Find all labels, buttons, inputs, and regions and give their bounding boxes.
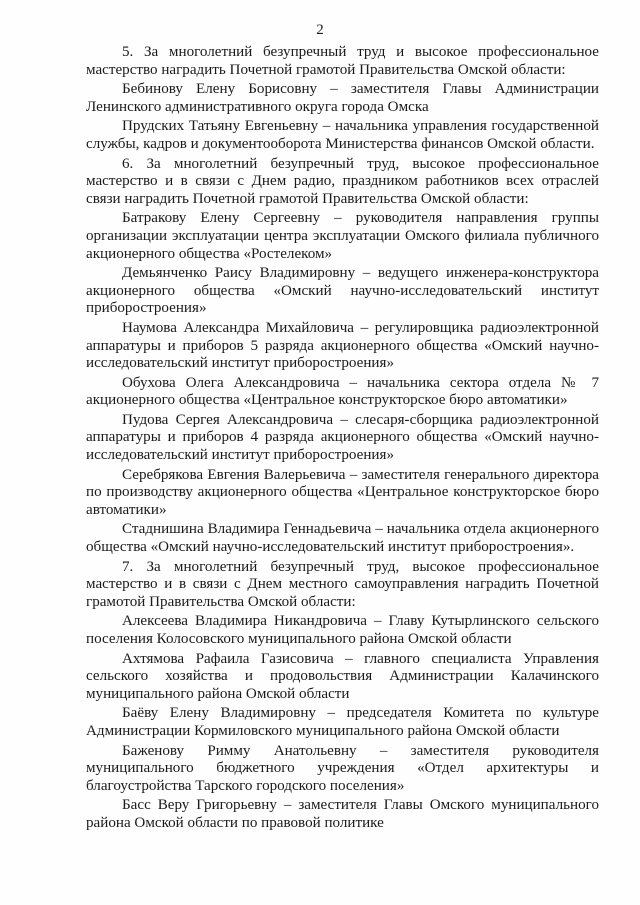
paragraph-award-serebryakov: Серебрякова Евгения Валерьевича – заместителя генерального директора по производству акционерного общества «Центральное конструкторское бюро автоматики» [86, 466, 599, 518]
paragraph-award-bayova: Баёву Елену Владимировну – председателя Комитета по культуре Администрации Кормиловского муниципального района Омской области [86, 705, 599, 739]
paragraph-award-naumov: Наумова Александра Михайловича – регулировщика радиоэлектронной аппаратуры и приборов 5 разряда акционерного общества «Омский научно-исследовательский институт приборостроения» [86, 319, 599, 372]
paragraph-award-prudskikh: Прудских Татьяну Евгеньевну – начальника управления государственной службы, кадров и документооборота Министерства финансов Омской области. [86, 118, 599, 152]
paragraph-award-batrakova: Батракову Елену Сергеевну – руководителя направления группы организации эксплуатации центра эксплуатации Омского филиала публичного акционерного общества «Ростелеком» [86, 210, 599, 262]
paragraph-award-bass: Басс Веру Григорьевну – заместителя Главы Омского муниципального района Омской области по правовой политике [86, 797, 599, 831]
paragraph-award-obukhov: Обухова Олега Александровича – начальника сектора отдела № 7 акционерного общества «Центральное конструкторское бюро автоматики» [86, 374, 599, 409]
paragraph-award-bazhenova: Баженову Римму Анатольевну – заместителя руководителя муниципального бюджетного учреждения «Отдел архитектуры и благоустройства Тарского городского поселения» [86, 742, 599, 794]
paragraph-award-alekseev: Алексеева Владимира Никандровича – Главу Кутырлинского сельского поселения Колосовского муниципального района Омской области [86, 613, 599, 647]
paragraph-section-6: 6. За многолетний безупречный труд, высокое профессиональное мастерство и в связи с Днем радио, праздником работников всех отраслей связи наградить Почетной грамотой Правительства Омской области: [86, 155, 599, 207]
paragraph-award-akhtyamov: Ахтямова Рафаила Газисовича – главного специалиста Управления сельского хозяйства и продовольствия Администрации Калачинского муниципального района Омской области [86, 650, 599, 702]
paragraph-award-bebinova: Бебинову Елену Борисовну – заместителя Главы Администрации Ленинского административного округа города Омска [86, 81, 599, 115]
paragraph-section-7: 7. За многолетний безупречный труд, высокое профессиональное мастерство и в связи с Днем местного самоуправления наградить Почетной грамотой Правительства Омской области: [86, 558, 599, 610]
paragraph-award-stadnishin: Стаднишина Владимира Геннадьевича – начальника отдела акционерного общества «Омский научно-исследовательский институт приборостроения». [86, 521, 599, 556]
paragraph-section-5: 5. За многолетний безупречный труд и высокое профессиональное мастерство наградить Почетной грамотой Правительства Омской области: [86, 44, 599, 78]
paragraph-award-demyanchenko: Демьянченко Раису Владимировну – ведущего инженера-конструктора акционерного общества «Омский научно-исследовательский институт приборостроения» [86, 265, 599, 317]
document-body [86, 44, 599, 833]
paragraph-award-pudov: Пудова Сергея Александровича – слесаря-сборщика радиоэлектронной аппаратуры и приборов 4 разряда акционерного общества «Омский научно-исследовательский институт приборостроения» [86, 411, 599, 464]
page-number: 2 [316, 22, 324, 38]
